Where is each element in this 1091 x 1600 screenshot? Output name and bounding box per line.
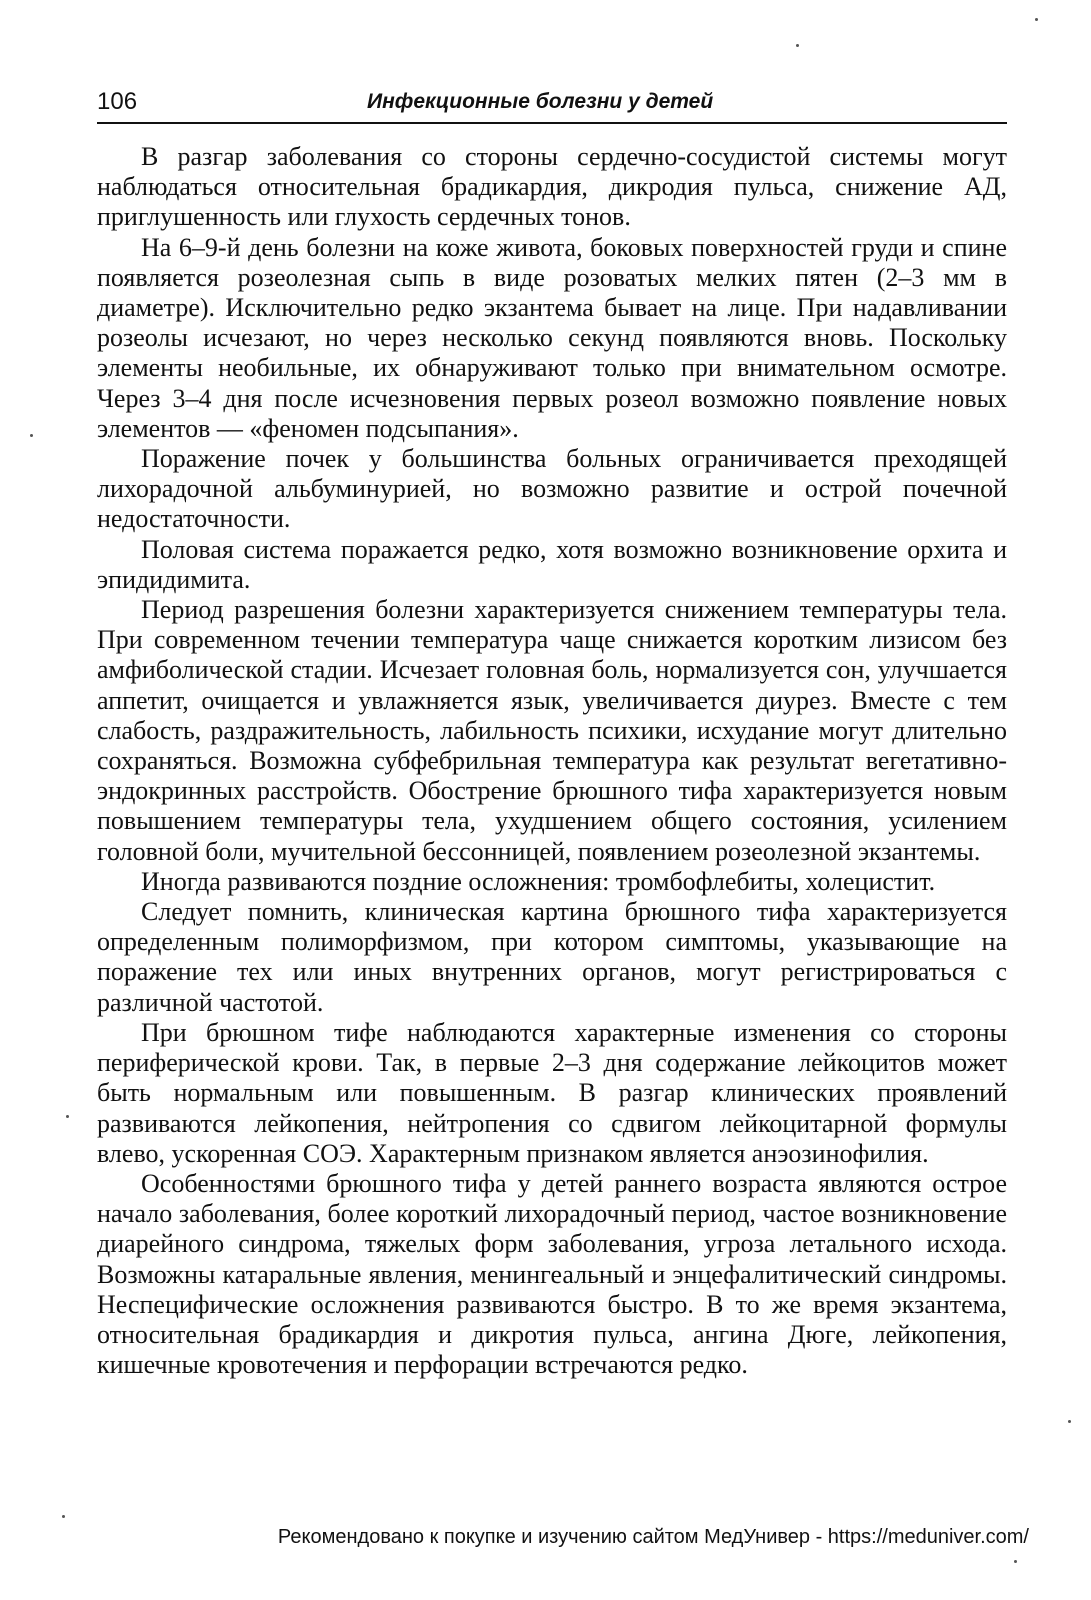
scan-speck (1035, 18, 1038, 21)
paragraph: При брюшном тифе наблюдаются характерные изменения со стороны периферической крови. Так, в первые 2–3 дня содержание лейкоцитов может быть нормальным или повышенным. В разгар клинических проявлений развиваются лейкопения, нейтропения со сдвигом лейкоцитарной формулы влево, ускоренная СОЭ. Характерным признаком является анэозинофилия. (97, 1017, 1007, 1168)
page-header (97, 86, 1007, 124)
paragraph: Следует помнить, клиническая картина брюшного тифа характеризуется определенным полиморфизмом, при котором симптомы, указывающие на поражение тех или иных внутренних органов, могут регистрироваться с различной частотой. (97, 897, 1007, 1017)
page-number: 106 (97, 88, 138, 115)
scan-speck (1014, 1560, 1017, 1563)
running-title: Инфекционные болезни у детей (367, 90, 714, 113)
scan-speck (1068, 1420, 1071, 1423)
scan-speck (62, 1515, 65, 1518)
paragraph: Половая система поражается редко, хотя возможно возникновение орхита и эпидидимита. (97, 534, 1007, 594)
scan-speck (30, 434, 33, 437)
footer-watermark: Рекомендовано к покупке и изучению сайтом МедУнивер - https://meduniver.com/ (277, 1526, 1029, 1548)
paragraph: В разгар заболевания со стороны сердечно-сосудистой системы могут наблюдаться относительная брадикардия, дикродия пульса, снижение АД, приглушенность или глухость сердечных тонов. (97, 142, 1007, 232)
scan-speck (796, 44, 799, 47)
paragraph: Поражение почек у большинства больных ограничивается преходящей лихорадочной альбуминурией, но возможно развитие и острой почечной недостаточности. (97, 444, 1007, 534)
paragraph: Иногда развиваются поздние осложнения: тромбофлебиты, холецистит. (141, 866, 936, 896)
scan-speck (66, 1115, 69, 1118)
paragraph: Период разрешения болезни характеризуется снижением температуры тела. При современном течении температура чаще снижается коротким лизисом без амфиболической стадии. Исчезает головная боль, нормализуется сон, улучшается аппетит, очищается и увлажняется язык, увеличивается диурез. Вместе с тем слабость, раздражительность, лабильность психики, исхудание могут длительно сохраняться. Возможна субфебрильная температура как результат вегетативно-эндокринных расстройств. Обострение брюшного тифа характеризуется новым повышением температуры тела, ухудшением общего состояния, усилением головной боли, мучительной бессонницей, появлением розеолезной экзантемы. (97, 595, 1007, 866)
paragraph: На 6–9-й день болезни на коже живота, боковых поверхностей груди и спине появляется розеолезная сыпь в виде розоватых мелких пятен (2–3 мм в диаметре). Исключительно редко экзантема бывает на лице. При надавливании розеолы исчезают, но через несколько секунд появляются вновь. Поскольку элементы необильные, их обнаруживают только при внимательном осмотре. Через 3–4 дня после исчезновения первых розеол возможно появление новых элементов — «феномен подсыпания». (97, 232, 1007, 443)
paragraph: Особенностями брюшного тифа у детей раннего возраста являются острое начало заболевания, более короткий лихорадочный период, частое возникновение диарейного синдрома, тяжелых форм заболевания, угроза летального исхода. Возможны катаральные явления, менингеальный и энцефалитический синдромы. Неспецифические осложнения развиваются быстро. В то же время экзантема, относительная брадикардия и дикротия пульса, ангина Дюге, лейкопения, кишечные кровотечения и перфорации встречаются редко. (97, 1168, 1007, 1380)
body-text (97, 142, 1007, 1380)
